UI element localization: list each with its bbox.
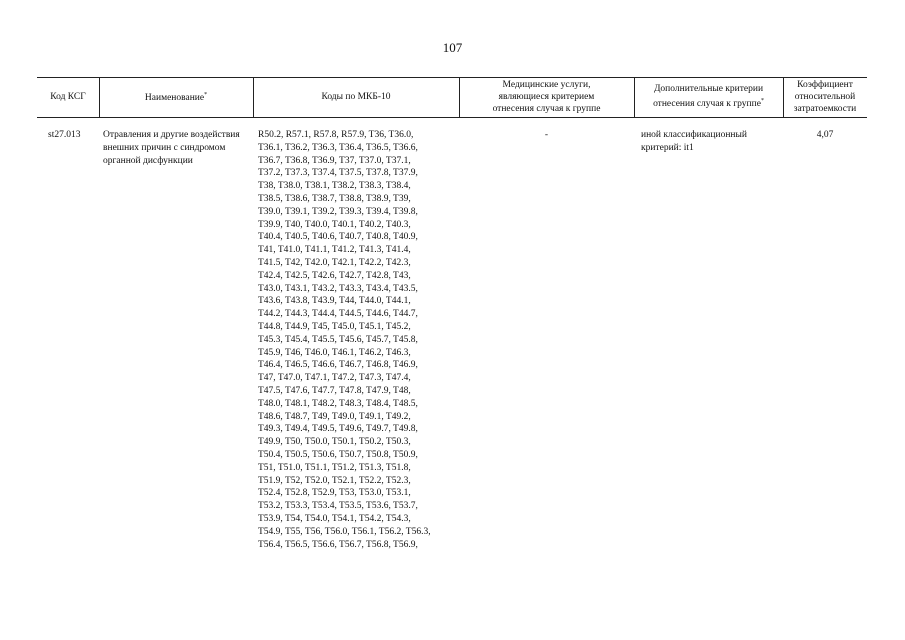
icd-code-line: T46.4, T46.5, T46.6, T46.7, T46.8, T46.9, bbox=[258, 360, 418, 371]
row-name: Отравления и другие воздействия внешних причин с синдромом органной дисфункции bbox=[103, 130, 240, 166]
icd-code-line: T43.0, T43.1, T43.2, T43.3, T43.4, T43.5, bbox=[258, 283, 418, 294]
icd-code-line: T38.5, T38.6, T38.7, T38.8, T38.9, T39, bbox=[258, 193, 411, 204]
icd-code-line: T51, T51.0, T51.1, T51.2, T51.3, T51.8, bbox=[258, 462, 411, 473]
header-coefficient bbox=[783, 77, 867, 117]
header-name-footnote-mark: * bbox=[204, 92, 208, 99]
header-icd bbox=[253, 77, 459, 117]
icd-code-line: T47, T47.0, T47.1, T47.2, T47.3, T47.4, bbox=[258, 373, 411, 384]
icd-code-line: T48.0, T48.1, T48.2, T48.3, T48.4, T48.5, bbox=[258, 398, 418, 409]
icd-code-line: T36.7, T36.8, T36.9, T37, T37.0, T37.1, bbox=[258, 155, 411, 166]
row-extra-criteria: иной классификационный критерий: it1 bbox=[641, 130, 747, 153]
header-extra-footnote-mark: * bbox=[760, 98, 764, 105]
table-header-rule bbox=[37, 117, 867, 118]
icd-code-line: T54.9, T55, T56, T56.0, T56.1, T56.2, T56.3, bbox=[258, 526, 431, 537]
header-icd-label: Коды по МКБ-10 bbox=[321, 92, 391, 102]
icd-code-line: T45.3, T45.4, T45.5, T45.6, T45.7, T45.8, bbox=[258, 334, 418, 345]
header-extra-label: Дополнительные критерии отнесения случая к группе bbox=[653, 84, 764, 110]
icd-code-line: T38, T38.0, T38.1, T38.2, T38.3, T38.4, bbox=[258, 181, 411, 192]
icd-code-line: T49.9, T50, T50.0, T50.1, T50.2, T50.3, bbox=[258, 437, 411, 448]
header-services-label: Медицинские услуги, являющиеся критерием отнесения случая к группе bbox=[492, 80, 601, 114]
icd-code-line: T42.4, T42.5, T42.6, T42.7, T42.8, T43, bbox=[258, 270, 411, 281]
icd-code-line: T47.5, T47.6, T47.7, T47.8, T47.9, T48, bbox=[258, 385, 411, 396]
header-coefficient-label: Коэффициент относительной затратоемкости bbox=[793, 80, 857, 114]
icd-code-line: T39.0, T39.1, T39.2, T39.3, T39.4, T39.8, bbox=[258, 206, 418, 217]
icd-code-line: T39.9, T40, T40.0, T40.1, T40.2, T40.3, bbox=[258, 219, 411, 230]
header-name bbox=[99, 77, 253, 117]
page-number: 107 bbox=[442, 40, 463, 55]
row-coefficient: 4,07 bbox=[816, 130, 834, 140]
row-services: - bbox=[544, 130, 549, 140]
icd-code-line: T41, T41.0, T41.1, T41.2, T41.3, T41.4, bbox=[258, 245, 411, 256]
icd-code-line: T36.1, T36.2, T36.3, T36.4, T36.5, T36.6, bbox=[258, 142, 418, 153]
icd-code-line: T51.9, T52, T52.0, T52.1, T52.2, T52.3, bbox=[258, 475, 411, 486]
header-code bbox=[37, 77, 99, 117]
icd-code-line: T43.6, T43.8, T43.9, T44, T44.0, T44.1, bbox=[258, 296, 411, 307]
header-code-label: Код КСГ bbox=[50, 92, 86, 102]
icd-code-line: T48.6, T48.7, T49, T49.0, T49.1, T49.2, bbox=[258, 411, 411, 422]
icd-code-line: T52.4, T52.8, T52.9, T53, T53.0, T53.1, bbox=[258, 488, 411, 499]
icd-code-line: T53.9, T54, T54.0, T54.1, T54.2, T54.3, bbox=[258, 513, 411, 524]
icd-code-line: T44.2, T44.3, T44.4, T44.5, T44.6, T44.7, bbox=[258, 309, 418, 320]
icd-code-line: T45.9, T46, T46.0, T46.1, T46.2, T46.3, bbox=[258, 347, 411, 358]
icd-code-line: T37.2, T37.3, T37.4, T37.5, T37.8, T37.9, bbox=[258, 168, 418, 179]
header-extra bbox=[634, 77, 783, 117]
header-name-label: Наименование bbox=[144, 93, 205, 104]
icd-code-line: T41.5, T42, T42.0, T42.1, T42.2, T42.3, bbox=[258, 257, 411, 268]
icd-code-line: T44.8, T44.9, T45, T45.0, T45.1, T45.2, bbox=[258, 321, 411, 332]
icd-code-line: R50.2, R57.1, R57.8, R57.9, T36, T36.0, bbox=[258, 130, 414, 140]
icd-code-line: T49.3, T49.4, T49.5, T49.6, T49.7, T49.8, bbox=[258, 424, 418, 435]
row-icd-codes bbox=[258, 129, 458, 551]
icd-code-line: T53.2, T53.3, T53.4, T53.5, T53.6, T53.7, bbox=[258, 501, 418, 512]
header-services bbox=[459, 77, 634, 117]
icd-code-line: T40.4, T40.5, T40.6, T40.7, T40.8, T40.9, bbox=[258, 232, 418, 243]
row-code: st27.013 bbox=[48, 130, 81, 140]
icd-code-line: T50.4, T50.5, T50.6, T50.7, T50.8, T50.9, bbox=[258, 449, 418, 460]
icd-code-line: T56.4, T56.5, T56.6, T56.7, T56.8, T56.9, bbox=[258, 539, 418, 550]
